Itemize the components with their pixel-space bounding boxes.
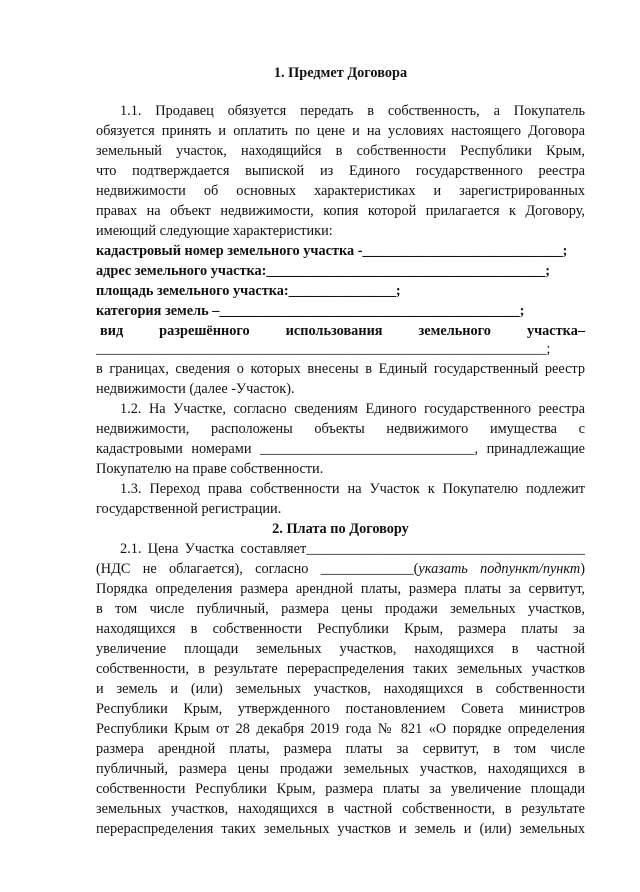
field-land-category: категория земель –__________________________________________;	[96, 303, 525, 319]
paragraph-1-3-line: государственной регистрации.	[96, 501, 282, 517]
paragraph-1-1-line: правах на объект недвижимости, копия которой прилагается к Договору,	[96, 203, 585, 219]
field-cadastral-number: кадастровый номер земельного участка -____________________________;	[96, 243, 568, 259]
paragraph-1-1-line: обязуется принять и оплатить по цене и на условиях настоящего Договора	[96, 123, 585, 139]
paragraph-2-1-line: Республики Крым, утвержденного постановлением Совета министров	[96, 701, 585, 717]
paragraph-2-1-line: Республики Крым от 28 декабря 2019 года № 821 «О порядке определения	[96, 721, 585, 737]
paragraph-1-1-line: что подтверждается выпиской из Единого государственного реестра	[96, 163, 585, 179]
paragraph-1-1-tail-line: в границах, сведения о которых внесены в Единый государственный реестр	[96, 361, 585, 377]
field-area: площадь земельного участка:_______________;	[96, 283, 401, 299]
paragraph-2-1-line: публичный, размера цены продажи земельных участков, находящихся в	[96, 761, 585, 777]
paragraph-1-2-line: кадастровыми номерами ______________________________, принадлежащие	[96, 441, 585, 457]
paragraph-2-1-line: и земель и (или) земельных участков, находящихся в собственности	[96, 681, 585, 697]
paragraph-2-1-line-2-close: )	[580, 561, 585, 577]
paragraph-2-1-line: Порядка определения размера арендной платы, размера платы за сервитут,	[96, 581, 585, 597]
paragraph-2-1-line: земельных участков, находящихся в частной собственности, в результате	[96, 801, 585, 817]
field-permitted-use-blank: _______________________________________________________________;	[96, 341, 551, 357]
paragraph-1-1-line: имеющий следующие характеристики:	[96, 223, 333, 239]
paragraph-2-1-line: собственности, в результате перераспределения таких земельных участков	[96, 661, 585, 677]
paragraph-2-1-line: размера арендной платы, размера платы за сервитут, в том числе	[96, 741, 585, 757]
paragraph-1-1-line: недвижимости об основных характеристиках и зарегистрированных	[96, 183, 585, 199]
paragraph-2-1-line: собственности Республики Крым, размера платы за увеличение площади	[96, 781, 585, 797]
field-address: адрес земельного участка:_______________________________________;	[96, 263, 550, 279]
paragraph-1-2-line: 1.2. На Участке, согласно сведениям Единого государственного реестра	[120, 401, 585, 417]
paragraph-2-1-line: находящихся в собственности Республики Крым, размера платы за	[96, 621, 585, 637]
paragraph-1-1-line: земельный участок, находящийся в собственности Республики Крым,	[96, 143, 585, 159]
paragraph-1-1-tail-line: недвижимости (далее -Участок).	[96, 381, 295, 397]
paragraph-1-1-line: 1.1. Продавец обязуется передать в собственность, а Покупатель	[120, 103, 585, 119]
paragraph-1-2-line: недвижимости, расположены объекты недвижимого имущества с	[96, 421, 585, 437]
field-permitted-use: вид разрешённого использования земельного участка–	[100, 323, 585, 339]
paragraph-2-1-line: увеличение площади земельных участков, находящихся в частной	[96, 641, 585, 657]
paragraph-1-2-line: Покупателю на праве собственности.	[96, 461, 324, 477]
paragraph-2-1-line-2-text: (НДС не облагается), согласно _____________(	[96, 561, 419, 577]
paragraph-2-1-line: перераспределения таких земельных участков и земель и (или) земельных	[96, 821, 585, 837]
paragraph-2-1-line-2	[96, 560, 585, 579]
section-1-heading: 1. Предмет Договора	[273, 65, 408, 81]
paragraph-2-1-line: в том числе публичный, размера цены продажи земельных участков,	[96, 601, 585, 617]
section-2-heading: 2. Плата по Договору	[272, 521, 409, 537]
paragraph-2-1-line: 2.1. Цена Участка составляет_______________________________________	[120, 541, 585, 557]
paragraph-1-3-line: 1.3. Переход права собственности на Участок к Покупателю подлежит	[120, 481, 585, 497]
paragraph-2-1-italic-note: указать подпункт/пункт	[418, 561, 581, 577]
